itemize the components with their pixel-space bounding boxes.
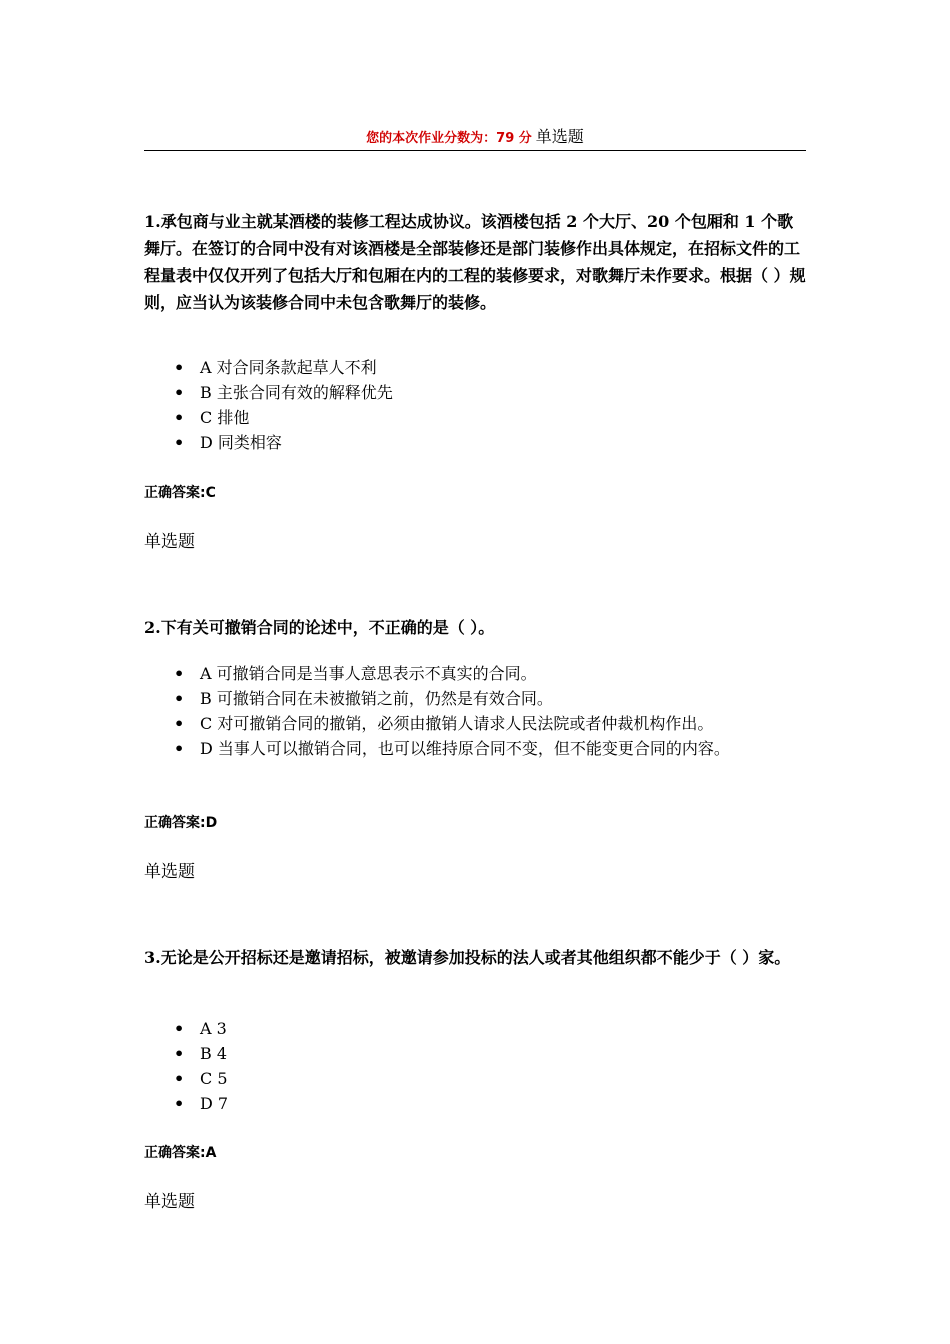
option-label: A 可撤销合同是当事人意思表示不真实的合同。: [200, 664, 537, 683]
option-label: A 3: [200, 1019, 227, 1038]
bullet-icon: •: [174, 358, 185, 377]
option-label: D 同类相容: [200, 433, 282, 452]
option-item[interactable]: [144, 1091, 806, 1116]
question-type-label: 单选题: [144, 1192, 195, 1212]
question-2-text: 2.下有关可撤销合同的论述中，不正确的是（ ）。: [144, 618, 495, 637]
bullet-icon: •: [174, 383, 185, 402]
option-item[interactable]: [144, 686, 806, 711]
bullet-icon: •: [174, 664, 185, 683]
option-item[interactable]: [144, 405, 806, 430]
option-item[interactable]: [144, 1066, 806, 1091]
question-1-answer: 正确答案:C: [144, 485, 216, 501]
question-3-answer: 正确答案:A: [144, 1145, 217, 1161]
option-label: C 对可撤销合同的撤销，必须由撤销人请求人民法院或者仲裁机构作出。: [200, 714, 714, 733]
option-item[interactable]: [144, 1016, 806, 1041]
option-item[interactable]: [144, 430, 806, 455]
bullet-icon: •: [174, 1019, 185, 1038]
header-question-type: 单选题: [535, 127, 584, 146]
question-type-label: 单选题: [144, 532, 195, 552]
option-label: B 主张合同有效的解释优先: [200, 383, 393, 402]
question-3-options: [144, 1016, 806, 1116]
score-text: 您的本次作业分数为：79 分: [366, 131, 532, 146]
option-item[interactable]: [144, 736, 806, 761]
bullet-icon: •: [174, 714, 185, 733]
bullet-icon: •: [174, 739, 185, 758]
question-3-text: 3.无论是公开招标还是邀请招标，被邀请参加投标的法人或者其他组织都不能少于（ ）家。: [144, 948, 791, 967]
bullet-icon: •: [174, 433, 185, 452]
option-label: B 可撤销合同在未被撤销之前，仍然是有效合同。: [200, 689, 553, 708]
score-header: [144, 124, 806, 151]
bullet-icon: •: [174, 408, 185, 427]
question-type-label: 单选题: [144, 862, 195, 882]
question-1-text: 1.承包商与业主就某酒楼的装修工程达成协议。该酒楼包括 2 个大厅、20 个包厢和 1 个歌舞厅。在签订的合同中没有对该酒楼是全部装修还是部门装修作出具体规定，在招标文件的工程量表中仅仅开列了包括大厅和包厢在内的工程的装修要求，对歌舞厅未作要求。根据（ ）规则，应当认为该装修合同中未包含歌舞厅的装修。: [144, 212, 806, 312]
option-label: D 7: [200, 1094, 229, 1113]
bullet-icon: •: [174, 1044, 185, 1063]
option-item[interactable]: [144, 380, 806, 405]
bullet-icon: •: [174, 1094, 185, 1113]
option-label: C 5: [200, 1069, 228, 1088]
option-item[interactable]: [144, 355, 806, 380]
question-2-answer: 正确答案:D: [144, 815, 218, 831]
option-label: C 排他: [200, 408, 250, 427]
bullet-icon: •: [174, 1069, 185, 1088]
option-item[interactable]: [144, 1041, 806, 1066]
question-2-options: [144, 661, 806, 761]
option-label: A 对合同条款起草人不利: [200, 358, 377, 377]
option-item[interactable]: [144, 711, 806, 736]
question-1-options: [144, 355, 806, 455]
option-item[interactable]: [144, 661, 806, 686]
option-label: D 当事人可以撤销合同，也可以维持原合同不变，但不能变更合同的内容。: [200, 739, 730, 758]
option-label: B 4: [200, 1044, 228, 1063]
bullet-icon: •: [174, 689, 185, 708]
